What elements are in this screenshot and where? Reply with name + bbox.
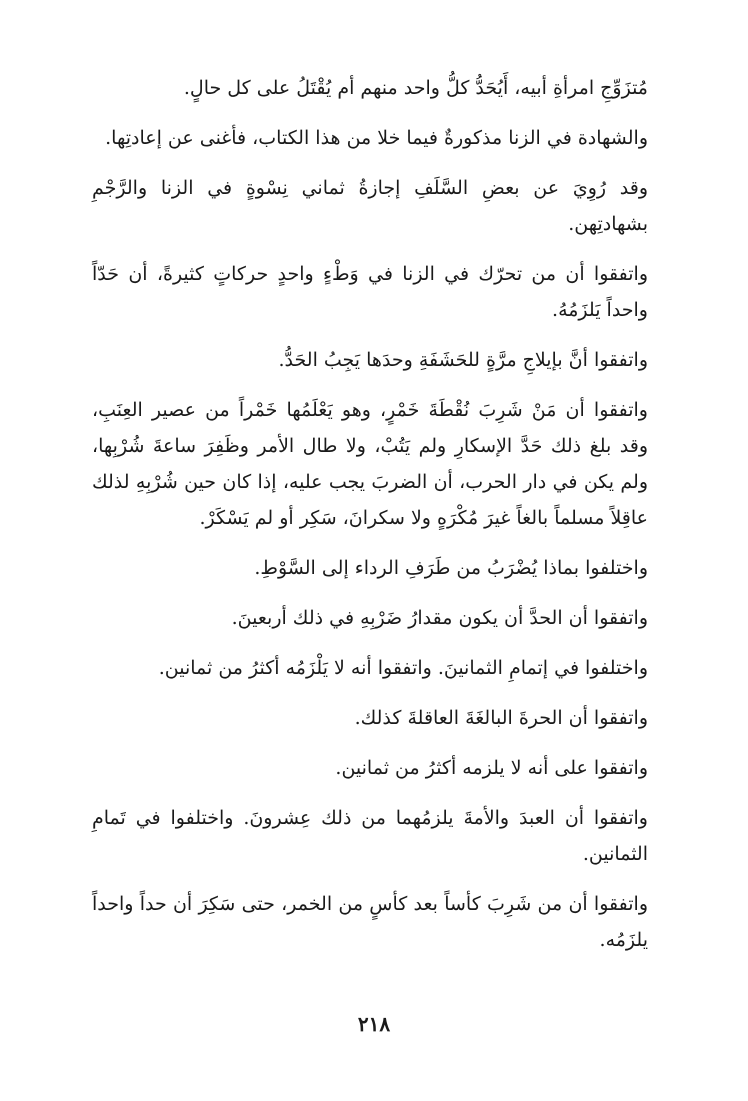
paragraph: والشهادة في الزنا مذكورةٌ فيما خلا من هذا الكتاب، فأغنى عن إعادتِها. <box>105 127 648 149</box>
paragraph: واتفقوا أن من تحرّك في الزنا في وَطْءٍ واحدٍ حركاتٍ كثيرةً، أن حَدّاً واحداً يَلزَمُهُ. <box>92 263 648 321</box>
paragraph: واتفقوا أنَّ بإيلاجِ مرَّةٍ للحَشَفَةِ وحدَها يَجِبُ الحَدُّ. <box>278 349 648 371</box>
paragraph: واتفقوا على أنه لا يلزمه أكثرُ من ثمانين. <box>335 757 648 779</box>
paragraph: واتفقوا أن العبدَ والأمةَ يلزمُهما من ذلك عِشرونَ. واختلفوا في تَمامِ الثمانين. <box>92 807 648 865</box>
page-number: ٢١٨ <box>357 1012 391 1036</box>
paragraph: واختلفوا في إتمامِ الثمانينَ. واتفقوا أنه لا يَلْزَمُه أكثرُ من ثمانين. <box>158 657 648 679</box>
paragraph: وقد رُوِيَ عن بعضِ السَّلَفِ إجازةُ ثماني نِسْوةٍ في الزنا والرَّجْمِ بشهادتِهن. <box>92 177 649 235</box>
paragraph: واختلفوا بماذا يُضْرَبُ من طَرَفِ الرداء إلى السَّوْطِ. <box>254 557 648 579</box>
paragraph: واتفقوا أن من شَرِبَ كأساً بعد كأسٍ من الخمر، حتى سَكِرَ أن حداً واحداً يلزَمُه. <box>92 893 648 951</box>
paragraph: واتفقوا أن مَنْ شَرِبَ نُقْطَةَ خَمْرٍ، وهو يَعْلَمُها خَمْراً من عصير العِنَبِ، وقد بلغ ذلك حَدَّ الإسكارِ ولم يَتُبْ، ولا طال الأمر وظَفِرَ ساعةَ شُرْبِها، ولم يكن في دار الحرب، أن الضربَ يجب عليه، إذا كان حين شُرْبِهِ لذلك عاقِلاً مسلماً بالغاً غيرَ مُكْرَهٍ ولا سكرانَ، سَكِر أو لم يَسْكَرْ. <box>92 399 648 529</box>
paragraph: مُتزَوِّجِ امرأةِ أبيه، أَيُحَدُّ كلُّ واحد منهم أم يُقْتَلُ على كل حالٍ. <box>183 77 648 99</box>
paragraph: واتفقوا أن الحدَّ أن يكون مقدارُ ضَرْبِهِ في ذلك أربعينَ. <box>231 607 648 629</box>
paragraph: واتفقوا أن الحرةَ البالغَةَ العاقلةَ كذلك. <box>354 707 648 729</box>
page-body-text <box>92 70 648 972</box>
